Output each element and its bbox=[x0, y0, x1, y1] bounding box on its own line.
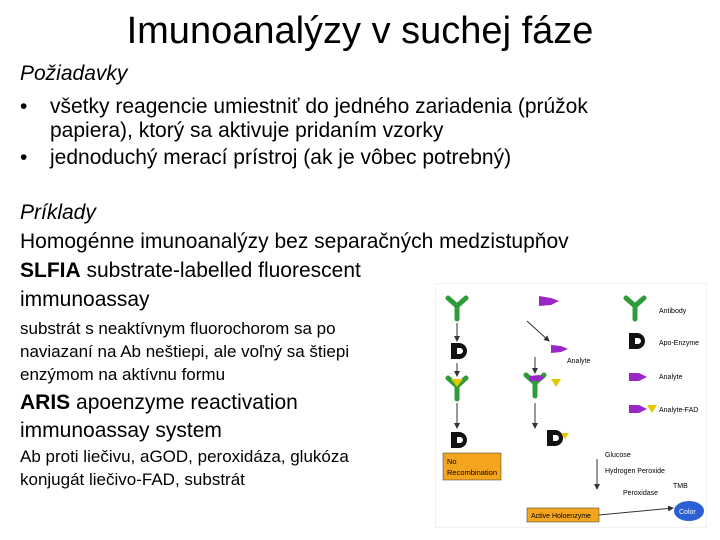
tmb-label: TMB bbox=[673, 483, 688, 490]
analyte-mid-label: Analyte bbox=[567, 358, 591, 365]
aris-line-2: immunoassay system bbox=[20, 419, 222, 442]
color-label: Color bbox=[679, 509, 696, 516]
slfia-desc-2: naviazaní na Ab neštiepi, ale voľný sa štiepi bbox=[20, 342, 350, 361]
requirement-text-2: jednoduchý merací prístroj (ak je vôbec potrebný) bbox=[50, 146, 512, 169]
slfia-title: substrate-labelled fluorescent bbox=[80, 259, 361, 282]
bullet-dot: • bbox=[20, 146, 28, 169]
examples-heading: Príklady bbox=[20, 201, 96, 224]
aris-title: apoenzyme reactivation bbox=[70, 391, 298, 414]
aris-line bbox=[20, 391, 298, 415]
aris-abbr: ARIS bbox=[20, 391, 71, 414]
glucose-label: Glucose bbox=[605, 452, 631, 459]
slfia-desc-1: substrát s neaktívnym fluorochorom sa po bbox=[20, 319, 336, 338]
homogeneous-line: Homogénne imunoanalýzy bez separačných medzistupňov bbox=[20, 230, 569, 253]
requirements-heading: Požiadavky bbox=[20, 62, 128, 85]
slfia-line-2: immunoassay bbox=[20, 288, 150, 311]
no-recombination-label-1: No bbox=[447, 457, 457, 466]
legend-analyte-label: Analyte bbox=[659, 374, 683, 381]
legend-antibody-label: Antibody bbox=[659, 308, 687, 315]
requirement-text-1b: papiera), ktorý sa aktivuje pridaním vzorky bbox=[50, 119, 444, 142]
bullet-dot: • bbox=[20, 95, 28, 118]
slfia-desc-3: enzýmom na aktívnu formu bbox=[20, 365, 226, 384]
slfia-line bbox=[20, 259, 361, 283]
hydrogen-peroxide-label: Hydrogen Peroxide bbox=[605, 468, 665, 475]
aris-desc-2: konjugát liečivo-FAD, substrát bbox=[20, 470, 245, 489]
legend-analyte-fad-label: Analyte-FAD bbox=[659, 407, 699, 414]
no-recombination-label-2: Recombination bbox=[447, 468, 498, 477]
active-holoenzyme-label: Active Holoenzyme bbox=[531, 513, 591, 520]
aris-diagram bbox=[435, 283, 707, 528]
requirement-text-1a: všetky reagencie umiestniť do jedného zariadenia (prúžok bbox=[50, 95, 588, 118]
legend-apo-enzyme-label: Apo-Enzyme bbox=[659, 340, 700, 347]
peroxidase-label: Peroxidase bbox=[623, 490, 659, 497]
slfia-abbr: SLFIA bbox=[20, 259, 81, 282]
slide-title: Imunoanalýzy v suchej fáze bbox=[126, 10, 594, 52]
aris-desc-1: Ab proti liečivu, aGOD, peroxidáza, glukóza bbox=[20, 447, 349, 466]
